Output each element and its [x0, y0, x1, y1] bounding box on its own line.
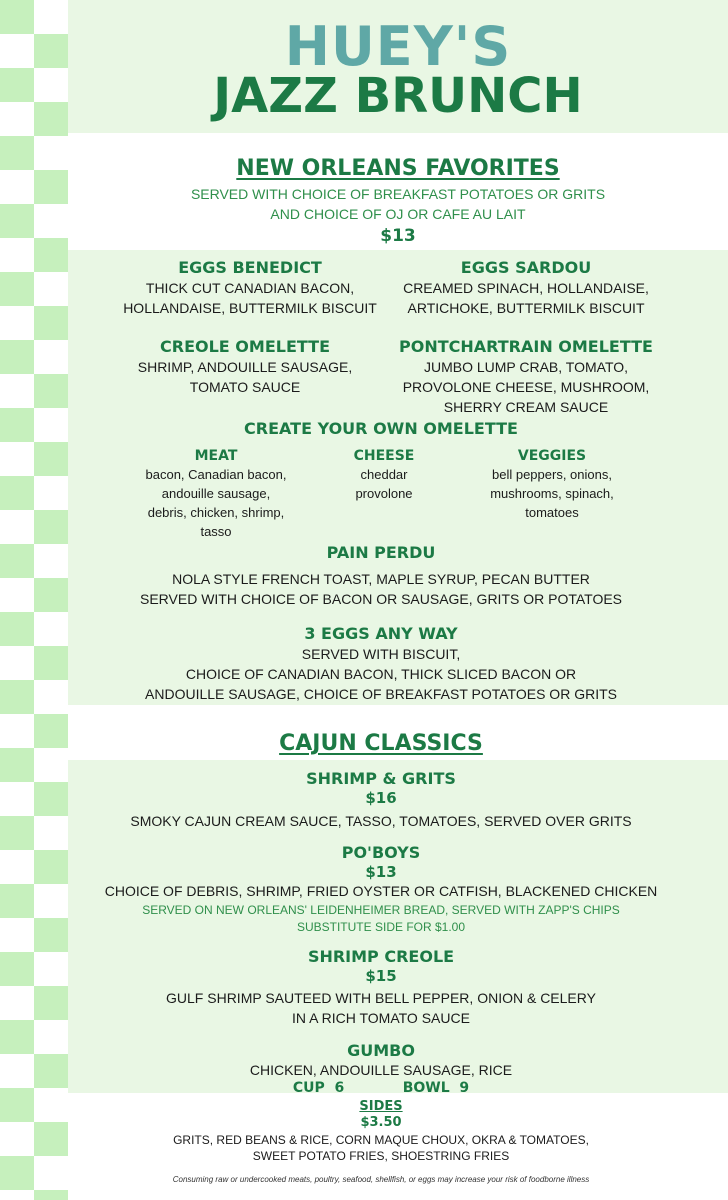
favorites-price: $13 [380, 226, 416, 246]
item-name: 3 EGGS ANY WAY [304, 624, 458, 643]
gumbo-prices [34, 1079, 728, 1097]
item-description: THICK CUT CANADIAN BACON, HOLLANDAISE, BUTTERMILK BISCUIT [123, 280, 377, 316]
checker-square [34, 34, 68, 68]
gumbo-cup-price: CUP 6 [292, 1080, 345, 1096]
favorites-note: SERVED WITH CHOICE OF BREAKFAST POTATOES OR GRITS AND CHOICE OF OJ OR CAFE AU LAIT [190, 186, 606, 222]
item-name: SHRIMP & GRITS [306, 769, 456, 788]
sides-list: GRITS, RED BEANS & RICE, CORN MAQUE CHOUX, OKRA & TOMATOES, SWEET POTATO FRIES, SHOESTRING FRIES [173, 1133, 589, 1163]
item-name: EGGS SARDOU [460, 258, 592, 277]
checker-square [0, 68, 34, 102]
item-description: GULF SHRIMP SAUTEED WITH BELL PEPPER, ONION & CELERY IN A RICH TOMATO SAUCE [166, 990, 596, 1026]
menu-item-pontchartrain-omelette [366, 337, 686, 417]
omelette-column-meat [136, 447, 296, 541]
column-name: MEAT [194, 448, 238, 464]
item-description: SMOKY CAJUN CREAM SAUCE, TASSO, TOMATOES, SERVED OVER GRITS [130, 813, 632, 829]
item-description: CHICKEN, ANDOUILLE SAUSAGE, RICE [249, 1062, 513, 1078]
item-name: PO'BOYS [341, 843, 421, 862]
checker-square [0, 272, 34, 306]
item-price: $15 [365, 967, 397, 985]
page-title: JAZZ BRUNCH [213, 68, 583, 124]
checker-square [0, 680, 34, 714]
checker-square [0, 544, 34, 578]
checker-square [0, 816, 34, 850]
brand-title: HUEY'S [284, 15, 512, 78]
menu-item-poboys [34, 843, 728, 936]
item-description: JUMBO LUMP CRAB, TOMATO, PROVOLONE CHEESE, MUSHROOM, SHERRY CREAM SAUCE [402, 359, 650, 415]
menu-item-creole-omelette [110, 337, 380, 397]
item-name: PONTCHARTRAIN OMELETTE [399, 337, 653, 356]
checker-square [0, 136, 34, 170]
item-price: $16 [365, 789, 397, 807]
column-name: CHEESE [353, 448, 415, 464]
menu-item-three-eggs [34, 624, 728, 704]
item-description: SERVED WITH BISCUIT, CHOICE OF CANADIAN BACON, THICK SLICED BACON OR ANDOUILLE SAUSAGE, CHOICE OF BREAKFAST POTATOES OR GRITS [145, 646, 617, 702]
menu-item-shrimp-grits [34, 769, 728, 831]
item-description: NOLA STYLE FRENCH TOAST, MAPLE SYRUP, PECAN BUTTER SERVED WITH CHOICE OF BACON OR SAUSAGE, GRITS OR POTATOES [139, 571, 623, 607]
checker-square [0, 204, 34, 238]
checker-square [0, 1020, 34, 1054]
column-name: VEGGIES [517, 448, 587, 464]
item-description: CHOICE OF DEBRIS, SHRIMP, FRIED OYSTER OR CATFISH, BLACKENED CHICKEN [104, 883, 658, 899]
create-omelette-heading: CREATE YOUR OWN OMELETTE [244, 419, 518, 438]
menu-item-shrimp-creole [34, 947, 728, 1028]
section-heading-cajun: CAJUN CLASSICS [279, 731, 483, 756]
checker-square [0, 0, 34, 34]
checker-square [0, 408, 34, 442]
gumbo-bowl-price: BOWL 9 [402, 1080, 470, 1096]
checker-square [34, 170, 68, 204]
item-name: EGGS BENEDICT [178, 258, 322, 277]
checker-square [0, 476, 34, 510]
checker-square [34, 510, 68, 544]
omelette-column-cheese [324, 447, 444, 503]
checker-square [34, 442, 68, 476]
checker-square [34, 306, 68, 340]
column-options: bacon, Canadian bacon, andouille sausage, debris, chicken, shrimp, tasso [145, 467, 287, 539]
checker-square [34, 374, 68, 408]
item-description: SHRIMP, ANDOUILLE SAUSAGE, TOMATO SAUCE [137, 359, 353, 395]
menu-item-eggs-sardou [366, 258, 686, 318]
checker-square [0, 748, 34, 782]
checker-square [0, 340, 34, 374]
column-options: bell peppers, onions, mushrooms, spinach, tomatoes [490, 467, 614, 520]
sides-heading: SIDES [359, 1099, 403, 1114]
checker-square [0, 612, 34, 646]
menu-item-gumbo [34, 1041, 728, 1097]
sides-price: $3.50 [360, 1115, 402, 1130]
item-note: SERVED ON NEW ORLEANS' LEIDENHEIMER BREAD, SERVED WITH ZAPP'S CHIPS SUBSTITUTE SIDE FOR $1.00 [142, 903, 620, 934]
item-name: CREOLE OMELETTE [160, 337, 330, 356]
section-heading-favorites: NEW ORLEANS FAVORITES [236, 156, 560, 181]
checker-square [0, 952, 34, 986]
item-name: GUMBO [347, 1041, 415, 1060]
menu-item-eggs-benedict [100, 258, 400, 318]
checker-square [34, 1190, 68, 1200]
disclaimer: Consuming raw or undercooked meats, poultry, seafood, shellfish, or eggs may increase your risk of foodborne illness [172, 1175, 590, 1184]
item-name: SHRIMP CREOLE [307, 947, 455, 966]
item-price: $13 [365, 863, 397, 881]
item-name: PAIN PERDU [326, 543, 436, 562]
column-options: cheddar provolone [355, 467, 413, 501]
item-description: CREAMED SPINACH, HOLLANDAISE, ARTICHOKE, BUTTERMILK BISCUIT [403, 280, 649, 316]
menu-item-pain-perdu [34, 543, 728, 609]
sides-section [34, 1099, 728, 1164]
checker-square [34, 102, 68, 136]
checker-square [0, 1088, 34, 1122]
checker-square [34, 238, 68, 272]
omelette-column-veggies [472, 447, 632, 522]
checker-square [0, 884, 34, 918]
checker-square [0, 1156, 34, 1190]
